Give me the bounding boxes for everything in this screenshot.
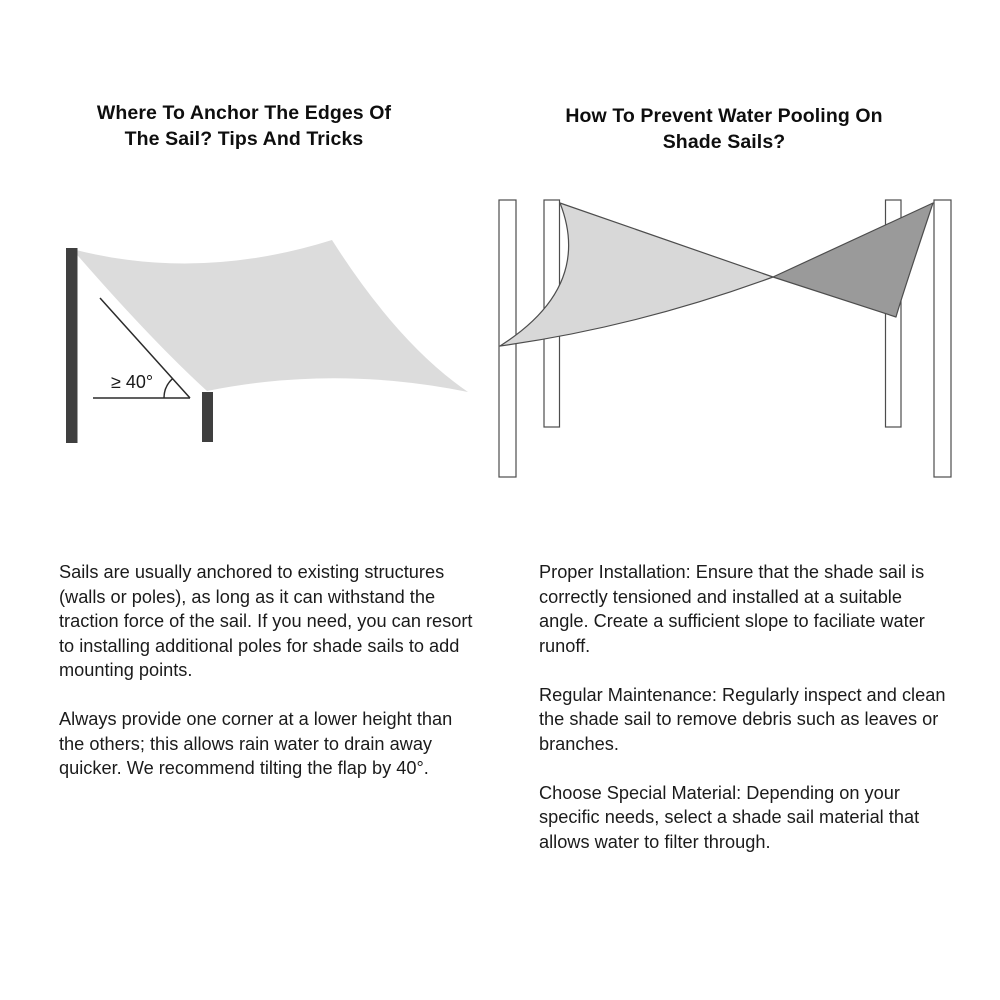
anchor-angle-diagram: [40, 195, 490, 470]
left-section-title: [48, 101, 440, 152]
left-text-column: [59, 560, 473, 805]
right-text-column: [539, 560, 953, 879]
dark-shade-sail: [773, 203, 933, 317]
left-paragraph-2: Always provide one corner at a lower height than the others; this allows rain water to drain away quicker. We recommend tilting the flap by 40°.: [59, 709, 453, 778]
right-title-line-2: Shade Sails?: [662, 130, 786, 153]
left-title-line-2: The Sail? Tips And Tricks: [124, 127, 364, 150]
right-paragraph-2: Regular Maintenance: Regularly inspect and clean the shade sail to remove debris such as leaves or branches.: [539, 684, 946, 754]
right-section-title: [528, 104, 920, 155]
left-title-line-1: Where To Anchor The Edges Of: [96, 102, 392, 124]
right-paragraph-1: Proper Installation: Ensure that the shade sail is correctly tensioned and installed at a suitable angle. Create a sufficient slope to faciliate water runoff.: [539, 562, 925, 656]
pole-far-right: [934, 200, 951, 477]
angle-arc: [164, 379, 172, 398]
shade-sail-shape: [72, 240, 468, 392]
left-paragraph-1: Sails are usually anchored to existing structures (walls or poles), as long as it can withstand the traction force of the sail. If you need, you can resort to installing additional poles for shade sails to add mounting points.: [59, 562, 473, 680]
short-pole: [202, 392, 213, 442]
angle-label: ≥ 40°: [111, 372, 154, 392]
water-pooling-diagram: [485, 185, 965, 485]
right-paragraph-3: Choose Special Material: Depending on your specific needs, select a shade sail material that allows water to filter through.: [539, 782, 920, 852]
right-title-line-1: How To Prevent Water Pooling On: [565, 105, 883, 127]
light-shade-sail: [500, 203, 773, 346]
tall-pole: [66, 248, 78, 443]
